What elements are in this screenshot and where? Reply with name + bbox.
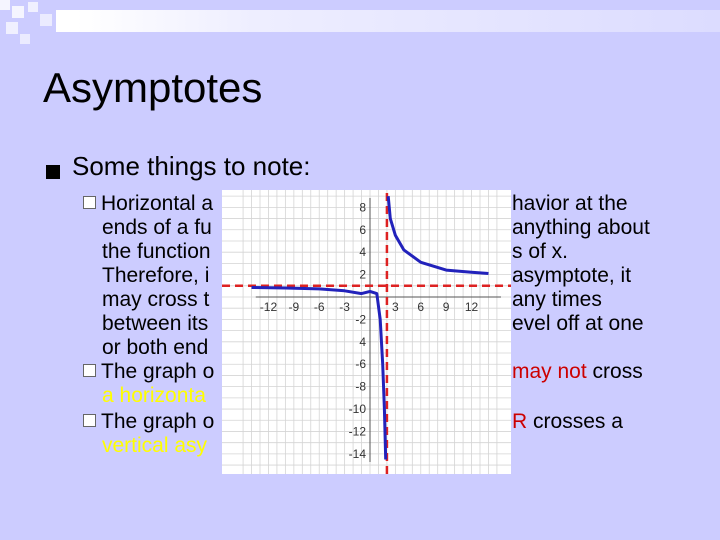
decor-top-bar (56, 10, 720, 32)
point3-right-line (512, 410, 623, 435)
decor-square-3 (28, 2, 38, 12)
point1-right-5: any times (512, 288, 602, 311)
decor-square-6 (40, 14, 52, 26)
point1-line2: ends of a fu (102, 216, 212, 239)
checkbox-bullet-icon (83, 196, 96, 209)
point1-line4: Therefore, i (102, 264, 210, 287)
x-tick-label: 12 (464, 300, 479, 314)
point2-right: cross (592, 360, 643, 383)
point1-line6: between its (102, 312, 209, 335)
point2-left: The graph o (101, 360, 215, 383)
point1-right-1: havior at the (512, 192, 628, 215)
asymptote-graph (222, 190, 511, 474)
y-tick-label: -2 (355, 312, 366, 327)
point1-right-3: s of x. (512, 240, 569, 263)
point1-line5: may cross t (102, 288, 210, 311)
point1-line3: the function (102, 240, 211, 263)
point2-line2: a horizonta (102, 384, 206, 407)
y-tick-label: -14 (348, 446, 366, 461)
intro-text: Some things to note: (72, 151, 311, 181)
y-tick-label: -12 (348, 424, 366, 439)
x-tick-label: 3 (392, 300, 399, 314)
point2-right-line (512, 360, 643, 385)
y-tick-label: 4 (359, 334, 366, 349)
y-tick-label: -10 (348, 402, 366, 417)
y-tick-label: -8 (355, 379, 366, 394)
x-tick-label: 9 (442, 300, 450, 314)
y-tick-label: 4 (359, 245, 366, 260)
checkbox-bullet-icon (83, 364, 96, 377)
point3-line2: vertical asy (102, 434, 208, 457)
y-tick-label: 2 (359, 267, 366, 282)
point1-line7: or both end (102, 336, 209, 359)
y-tick-label: -6 (355, 357, 366, 372)
point1-right-6: evel off at one (512, 312, 644, 335)
point1-right-2: anything about (512, 216, 650, 239)
point3-line1 (83, 410, 214, 435)
y-tick-label: 8 (359, 200, 366, 215)
decor-square-2 (12, 6, 24, 18)
decor-square-4 (6, 22, 18, 34)
point2-line1 (83, 360, 214, 385)
curve-branch-2 (388, 196, 488, 273)
decor-square-1 (0, 0, 10, 10)
point3-right: crosses a (533, 410, 623, 433)
checkbox-bullet-icon (83, 414, 96, 427)
point3-left: The graph o (101, 410, 215, 433)
point1-right-4: asymptote, it (512, 264, 632, 287)
decor-square-5 (20, 34, 30, 44)
x-tick-label: -3 (339, 300, 350, 314)
x-tick-label: -9 (288, 300, 300, 314)
point1-text-1: Horizontal a (101, 192, 214, 215)
x-tick-label: 6 (417, 300, 425, 314)
point3-emphasis: R (512, 410, 528, 433)
point1-line1 (83, 192, 213, 217)
bullet-square-icon (46, 165, 60, 179)
slide-title: Asymptotes (43, 64, 263, 111)
x-tick-label: -12 (259, 300, 278, 314)
x-tick-label: -6 (313, 300, 325, 314)
point2-emphasis: may not (512, 360, 587, 383)
y-tick-label: 6 (359, 222, 366, 237)
